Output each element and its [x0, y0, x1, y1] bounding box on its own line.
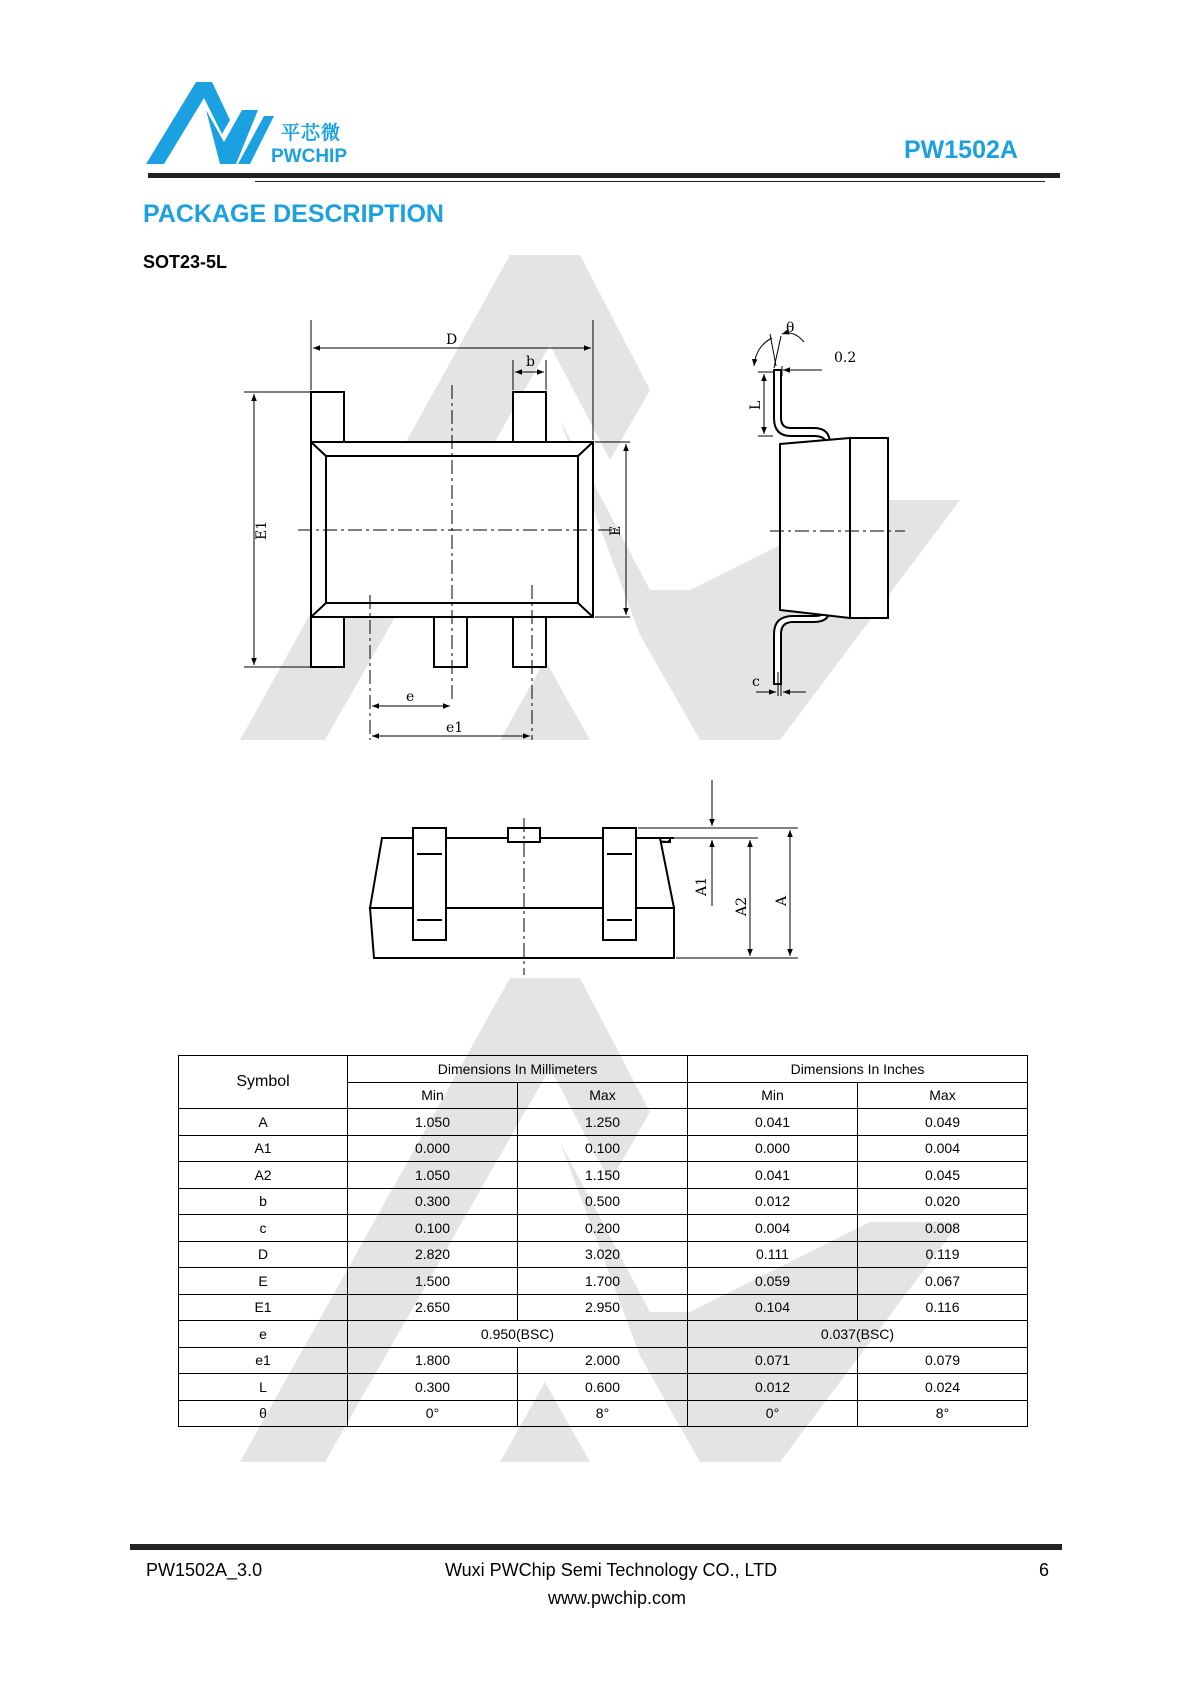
footer-website: www.pwchip.com [548, 1588, 687, 1608]
row-symbol: A1 [179, 1135, 348, 1162]
in-max: 0.008 [858, 1215, 1028, 1242]
dim-label-theta: θ [786, 320, 795, 336]
dim-label-b: b [526, 354, 535, 370]
in-max: 0.045 [858, 1162, 1028, 1189]
dim-label-A2: A2 [734, 896, 750, 916]
row-symbol: θ [179, 1400, 348, 1427]
table-row [179, 1135, 1028, 1162]
in-min: 0.104 [688, 1294, 858, 1321]
dim-label-e: e [406, 689, 415, 705]
mm-min: 0.000 [348, 1135, 518, 1162]
table-row [179, 1162, 1028, 1189]
side-view-drawing [740, 316, 915, 736]
mm-max-header: Max [518, 1082, 688, 1109]
mm-max: 2.000 [518, 1347, 688, 1374]
in-min: 0.041 [688, 1162, 858, 1189]
mm-min: 2.820 [348, 1241, 518, 1268]
dim-label-E: E [608, 525, 624, 536]
mm-max: 1.150 [518, 1162, 688, 1189]
row-symbol: D [179, 1241, 348, 1268]
mm-min: 2.650 [348, 1294, 518, 1321]
in-min: 0.111 [688, 1241, 858, 1268]
table-row [179, 1321, 1028, 1348]
mm-header: Dimensions In Millimeters [348, 1056, 688, 1083]
dim-label-A1: A1 [694, 876, 710, 896]
table-row [179, 1347, 1028, 1374]
in-min: 0.000 [688, 1135, 858, 1162]
mm-min: 0° [348, 1400, 518, 1427]
dim-label-E1: E1 [254, 520, 270, 540]
in-max: 0.067 [858, 1268, 1028, 1295]
row-symbol: c [179, 1215, 348, 1242]
mm-max: 1.250 [518, 1109, 688, 1136]
row-symbol: A2 [179, 1162, 348, 1189]
mm-min: 1.050 [348, 1162, 518, 1189]
in-min: 0.071 [688, 1347, 858, 1374]
mm-max: 2.950 [518, 1294, 688, 1321]
row-symbol: E1 [179, 1294, 348, 1321]
logo-english-name: PWCHIP [271, 146, 347, 167]
dim-label-D: D [446, 332, 458, 348]
front-view-drawing [368, 770, 818, 980]
in-max: 0.079 [858, 1347, 1028, 1374]
row-symbol: e [179, 1321, 348, 1348]
in-min: 0.041 [688, 1109, 858, 1136]
mm-max: 0.200 [518, 1215, 688, 1242]
dim-label-L: L [748, 400, 764, 410]
footer-company: Wuxi PWChip Semi Technology CO., LTD [445, 1560, 778, 1580]
in-min: 0.004 [688, 1215, 858, 1242]
mm-min: 1.050 [348, 1109, 518, 1136]
mm-min: 1.500 [348, 1268, 518, 1295]
footer-rule [130, 1544, 1062, 1550]
in-bsc: 0.037(BSC) [688, 1321, 1028, 1348]
in-min-header: Min [688, 1082, 858, 1109]
in-max-header: Max [858, 1082, 1028, 1109]
mm-max: 1.700 [518, 1268, 688, 1295]
row-symbol: b [179, 1188, 348, 1215]
mm-max: 0.500 [518, 1188, 688, 1215]
mm-max: 0.600 [518, 1374, 688, 1401]
mm-bsc: 0.950(BSC) [348, 1321, 688, 1348]
mm-max: 0.100 [518, 1135, 688, 1162]
in-min: 0° [688, 1400, 858, 1427]
table-header-row [179, 1056, 1028, 1083]
header-rule-thin [255, 181, 1045, 182]
in-max: 0.020 [858, 1188, 1028, 1215]
mm-min: 1.800 [348, 1347, 518, 1374]
header-rule-thick [148, 173, 1060, 178]
table-row [179, 1400, 1028, 1427]
table-row [179, 1268, 1028, 1295]
mm-min: 0.300 [348, 1188, 518, 1215]
in-max: 0.024 [858, 1374, 1028, 1401]
row-symbol: A [179, 1109, 348, 1136]
part-number-title: PW1502A [904, 136, 1018, 164]
in-max: 0.119 [858, 1241, 1028, 1268]
inch-header: Dimensions In Inches [688, 1056, 1028, 1083]
mm-max: 8° [518, 1400, 688, 1427]
dimensions-table [178, 1055, 1028, 1427]
row-symbol: e1 [179, 1347, 348, 1374]
dim-label-gauge: 0.2 [834, 350, 857, 366]
in-max: 0.116 [858, 1294, 1028, 1321]
in-min: 0.012 [688, 1374, 858, 1401]
footer-page-number: 6 [1039, 1560, 1050, 1580]
table-row [179, 1215, 1028, 1242]
logo-chinese-name: 平芯微 [281, 122, 342, 144]
symbol-header: Symbol [179, 1056, 348, 1109]
table-row [179, 1188, 1028, 1215]
row-symbol: E [179, 1268, 348, 1295]
mm-max: 3.020 [518, 1241, 688, 1268]
in-min: 0.059 [688, 1268, 858, 1295]
in-max: 0.004 [858, 1135, 1028, 1162]
pwchip-logo-icon [146, 80, 276, 168]
dim-label-A: A [774, 895, 790, 906]
table-row [179, 1241, 1028, 1268]
in-min: 0.012 [688, 1188, 858, 1215]
table-row [179, 1374, 1028, 1401]
top-view-drawing [230, 320, 630, 740]
mm-min: 0.300 [348, 1374, 518, 1401]
mm-min-header: Min [348, 1082, 518, 1109]
package-name: SOT23-5L [143, 252, 228, 272]
mm-min: 0.100 [348, 1215, 518, 1242]
in-max: 0.049 [858, 1109, 1028, 1136]
table-row [179, 1294, 1028, 1321]
dim-label-e1: e1 [446, 720, 464, 736]
dim-label-c: c [752, 674, 760, 690]
section-title: PACKAGE DESCRIPTION [143, 200, 444, 228]
table-row [179, 1109, 1028, 1136]
footer-doc-version: PW1502A_3.0 [146, 1560, 263, 1580]
in-max: 8° [858, 1400, 1028, 1427]
row-symbol: L [179, 1374, 348, 1401]
